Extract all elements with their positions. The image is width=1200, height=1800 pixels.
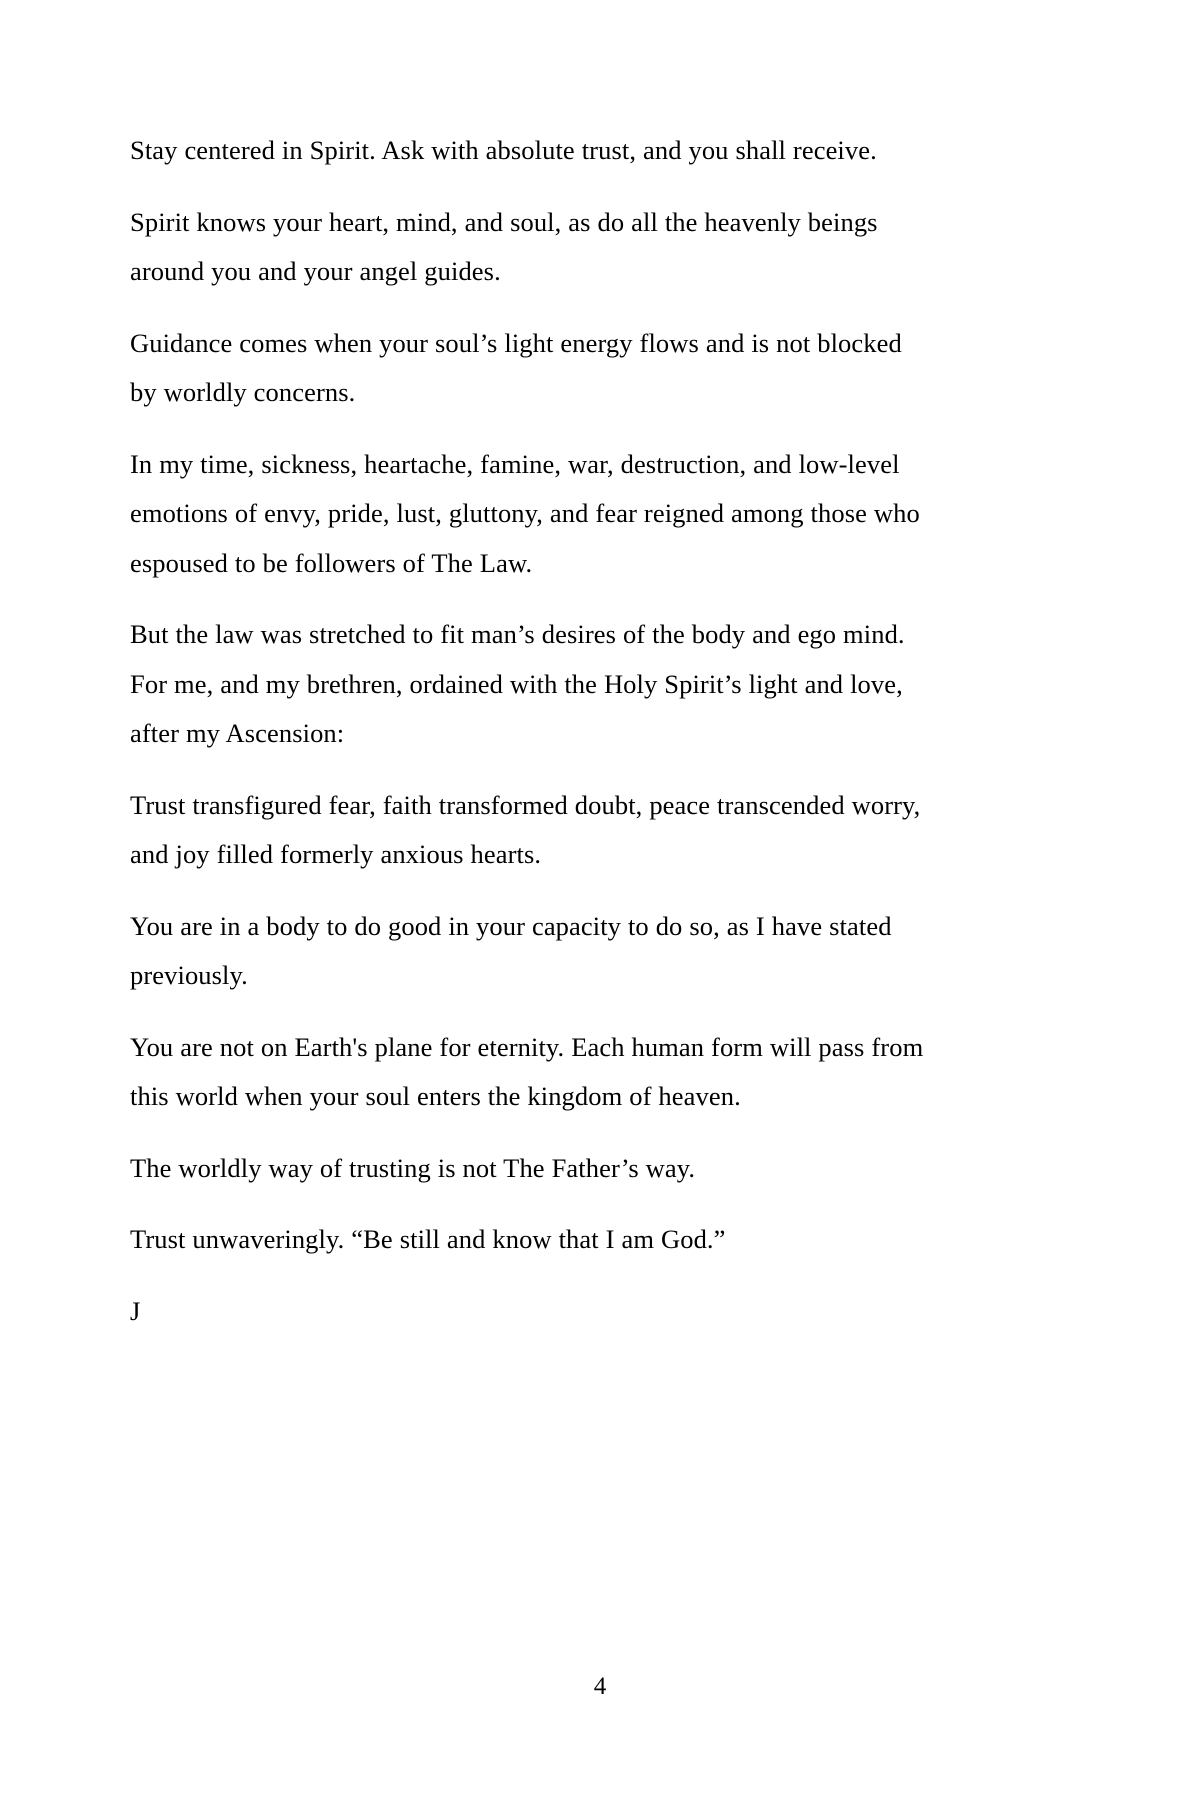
signature-initial: J [130, 1295, 141, 1326]
body-text-column [130, 126, 925, 1336]
paragraph-2: Spirit knows your heart, mind, and soul, as do all the heavenly beings around you and your angel guides. [130, 206, 878, 286]
paragraph-6: Trust transfigured fear, faith transformed doubt, peace transcended worry, and joy filled formerly anxious hearts. [130, 789, 921, 869]
paragraph-5: But the law was stretched to fit man’s desires of the body and ego mind. For me, and my brethren, ordained with the Holy Spirit’s light and love, after my Ascension: [130, 619, 905, 748]
paragraph-3: Guidance comes when your soul’s light energy flows and is not blocked by worldly concerns. [130, 327, 902, 407]
paragraph-8: You are not on Earth's plane for eternity. Each human form will pass from this world when your soul enters the kingdom of heaven. [130, 1031, 924, 1111]
paragraph-10: Trust unwaveringly. “Be still and know that I am God.” [130, 1224, 726, 1254]
paragraph-9: The worldly way of trusting is not The Father’s way. [130, 1152, 696, 1183]
paragraph-7: You are in a body to do good in your capacity to do so, as I have stated previously. [130, 910, 892, 990]
paragraph-4: In my time, sickness, heartache, famine, war, destruction, and low-level emotions of envy, pride, lust, gluttony, and fear reigned among those who espoused to be followers of The Law. [130, 448, 920, 578]
paragraph-1: Stay centered in Spirit. Ask with absolute trust, and you shall receive. [130, 135, 877, 165]
page-number: 4 [593, 1673, 607, 1700]
